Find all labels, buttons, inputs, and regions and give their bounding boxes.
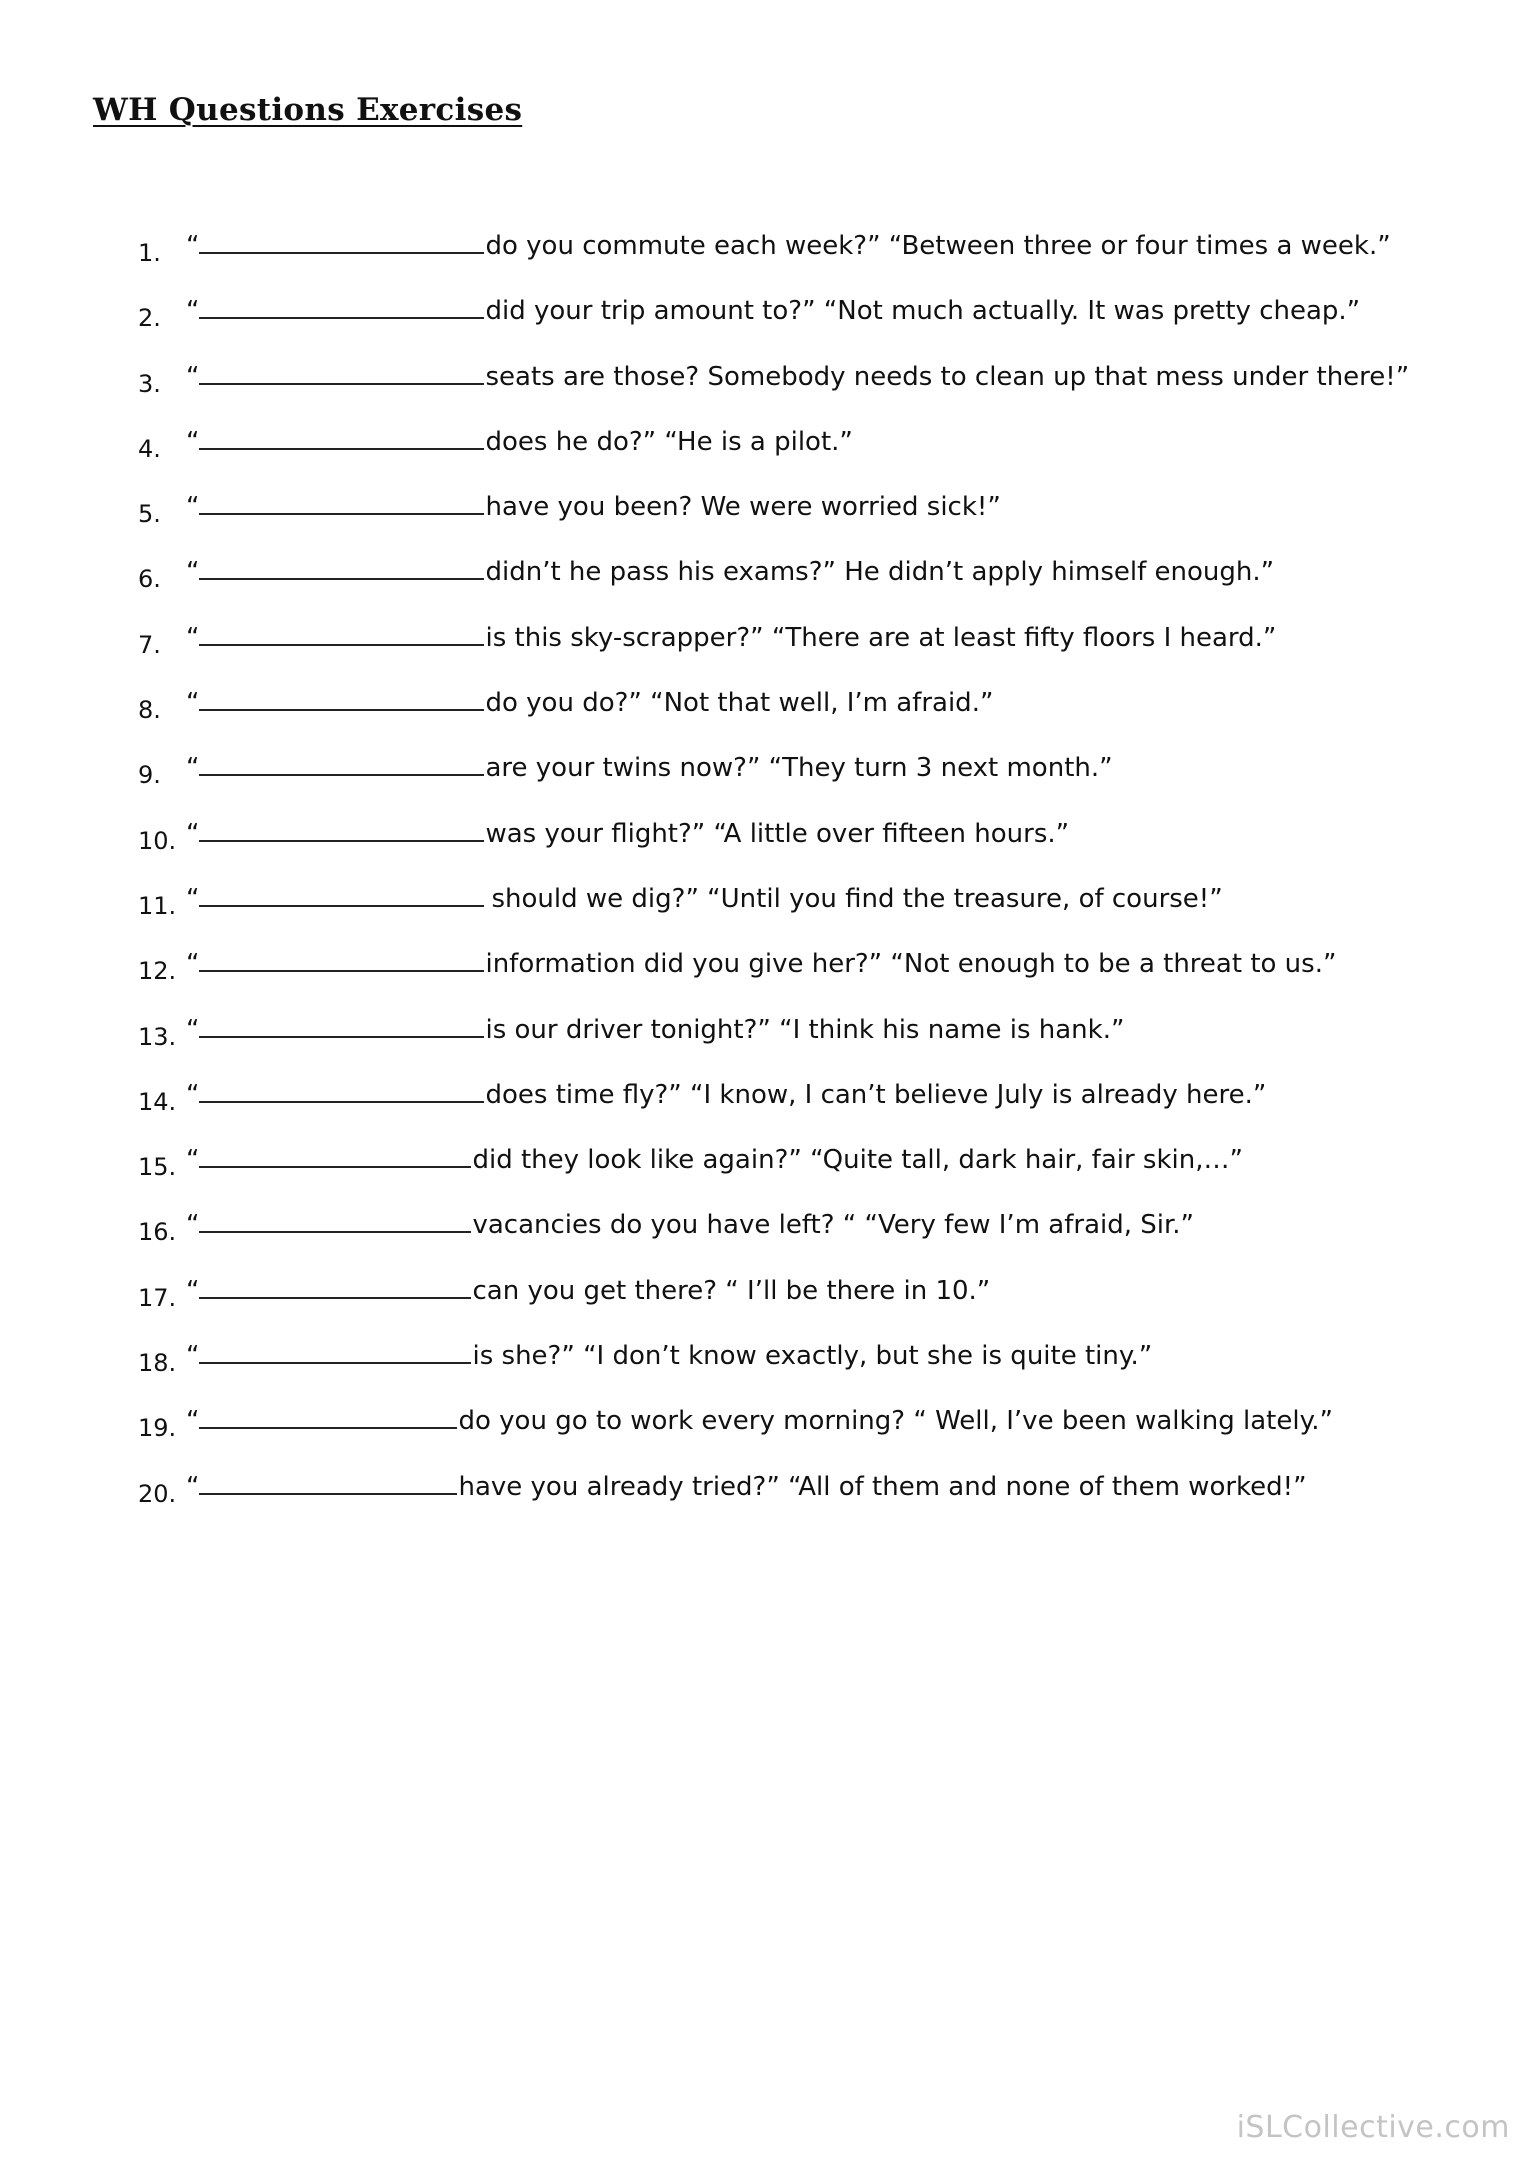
question-text: did they look like again?” “Quite tall, dark hair, fair skin,…” [472, 1145, 1243, 1176]
question-text: is our driver tonight?” “I think his name is hank.” [485, 1014, 1125, 1045]
question-text: are your twins now?” “They turn 3 next month.” [485, 753, 1113, 784]
question-text: seats are those? Somebody needs to clean up that mess under there!” [485, 361, 1410, 392]
item-number: 20. [138, 1479, 177, 1508]
exercise-item [0, 1271, 1532, 1336]
exercise-item [0, 357, 1532, 422]
answer-blank[interactable] [199, 879, 484, 907]
open-quote: “ [186, 688, 200, 719]
question-text: have you already tried?” “All of them and none of them worked!” [458, 1471, 1307, 1502]
exercise-item [0, 1401, 1532, 1466]
exercise-item [0, 1140, 1532, 1205]
item-number: 14. [138, 1087, 177, 1116]
exercise-item [0, 618, 1532, 683]
item-number: 1. [138, 239, 161, 267]
open-quote: “ [186, 1079, 200, 1110]
exercise-item [0, 1205, 1532, 1270]
open-quote: “ [186, 1406, 200, 1437]
question-text: do you do?” “Not that well, I’m afraid.” [485, 688, 994, 719]
open-quote: “ [186, 1210, 200, 1241]
exercise-item [0, 226, 1532, 291]
answer-blank[interactable] [199, 618, 484, 646]
exercise-item [0, 814, 1532, 879]
open-quote: “ [186, 1275, 200, 1306]
question-text: do you commute each week?” “Between three or four times a week.” [485, 231, 1391, 261]
exercise-item [0, 487, 1532, 552]
answer-blank[interactable] [199, 487, 484, 515]
answer-blank[interactable] [199, 357, 484, 385]
question-text: did your trip amount to?” “Not much actually. It was pretty cheap.” [485, 296, 1361, 327]
item-number: 11. [138, 891, 177, 920]
answer-blank[interactable] [199, 1271, 471, 1299]
open-quote: “ [186, 296, 200, 327]
open-quote: “ [186, 818, 200, 849]
open-quote: “ [186, 426, 200, 457]
open-quote: “ [186, 492, 200, 523]
answer-blank[interactable] [199, 226, 484, 254]
open-quote: “ [186, 557, 200, 588]
open-quote: “ [186, 883, 200, 914]
open-quote: “ [186, 1341, 200, 1372]
open-quote: “ [186, 361, 200, 392]
item-number: 5. [138, 500, 161, 529]
question-text: does he do?” “He is a pilot.” [485, 426, 853, 457]
exercise-item [0, 1467, 1532, 1532]
question-text: should we dig?” “Until you find the treasure, of course!” [491, 883, 1223, 914]
open-quote: “ [186, 622, 200, 653]
open-quote: “ [186, 1014, 200, 1045]
answer-blank[interactable] [199, 422, 484, 450]
exercise-item [0, 1010, 1532, 1075]
item-number: 16. [138, 1218, 177, 1247]
exercise-item [0, 422, 1532, 487]
open-quote: “ [186, 753, 200, 784]
item-number: 12. [138, 957, 177, 986]
question-text: can you get there? “ I’ll be there in 10.” [472, 1275, 991, 1306]
answer-blank[interactable] [199, 1467, 457, 1495]
answer-blank[interactable] [199, 1336, 471, 1364]
item-number: 4. [138, 434, 161, 463]
item-number: 6. [138, 565, 161, 594]
open-quote: “ [186, 949, 200, 980]
item-number: 18. [138, 1349, 177, 1378]
answer-blank[interactable] [199, 1010, 484, 1038]
watermark: iSLCollective.com [1236, 2110, 1510, 2145]
exercise-item [0, 291, 1532, 356]
answer-blank[interactable] [199, 748, 484, 776]
item-number: 13. [138, 1022, 177, 1051]
exercise-item [0, 552, 1532, 617]
item-number: 19. [138, 1414, 177, 1443]
question-text: didn’t he pass his exams?” He didn’t apply himself enough.” [485, 557, 1275, 588]
answer-blank[interactable] [199, 1140, 471, 1168]
question-text: vacancies do you have left? “ “Very few I’m afraid, Sir.” [472, 1210, 1195, 1241]
question-text: is this sky-scrapper?” “There are at least fifty floors I heard.” [485, 622, 1277, 653]
exercise-item [0, 944, 1532, 1009]
item-number: 15. [138, 1153, 177, 1182]
open-quote: “ [186, 231, 200, 261]
open-quote: “ [186, 1145, 200, 1176]
question-text: information did you give her?” “Not enough to be a threat to us.” [485, 949, 1337, 980]
question-text: does time fly?” “I know, I can’t believe July is already here.” [485, 1079, 1267, 1110]
open-quote: “ [186, 1471, 200, 1502]
question-text: was your flight?” “A little over fifteen hours.” [485, 818, 1070, 849]
answer-blank[interactable] [199, 1401, 457, 1429]
exercise-item [0, 1336, 1532, 1401]
item-number: 17. [138, 1283, 177, 1312]
answer-blank[interactable] [199, 814, 484, 842]
question-text: have you been? We were worried sick!” [485, 492, 1001, 523]
answer-blank[interactable] [199, 1075, 484, 1103]
item-number: 2. [138, 304, 161, 333]
exercise-item [0, 748, 1532, 813]
question-text: is she?” “I don’t know exactly, but she is quite tiny.” [472, 1341, 1153, 1372]
exercise-item [0, 879, 1532, 944]
question-text: do you go to work every morning? “ Well, I’ve been walking lately.” [458, 1406, 1334, 1437]
item-number: 9. [138, 761, 161, 790]
exercise-list [0, 226, 1532, 1532]
exercise-item [0, 1075, 1532, 1140]
item-number: 3. [138, 369, 161, 398]
answer-blank[interactable] [199, 291, 484, 319]
item-number: 7. [138, 630, 161, 659]
exercise-item [0, 683, 1532, 748]
item-number: 10. [138, 826, 177, 855]
answer-blank[interactable] [199, 1205, 471, 1233]
page-title: WH Questions Exercises [93, 92, 523, 128]
item-number: 8. [138, 696, 161, 725]
answer-blank[interactable] [199, 683, 484, 711]
answer-blank[interactable] [199, 944, 484, 972]
answer-blank[interactable] [199, 552, 484, 580]
